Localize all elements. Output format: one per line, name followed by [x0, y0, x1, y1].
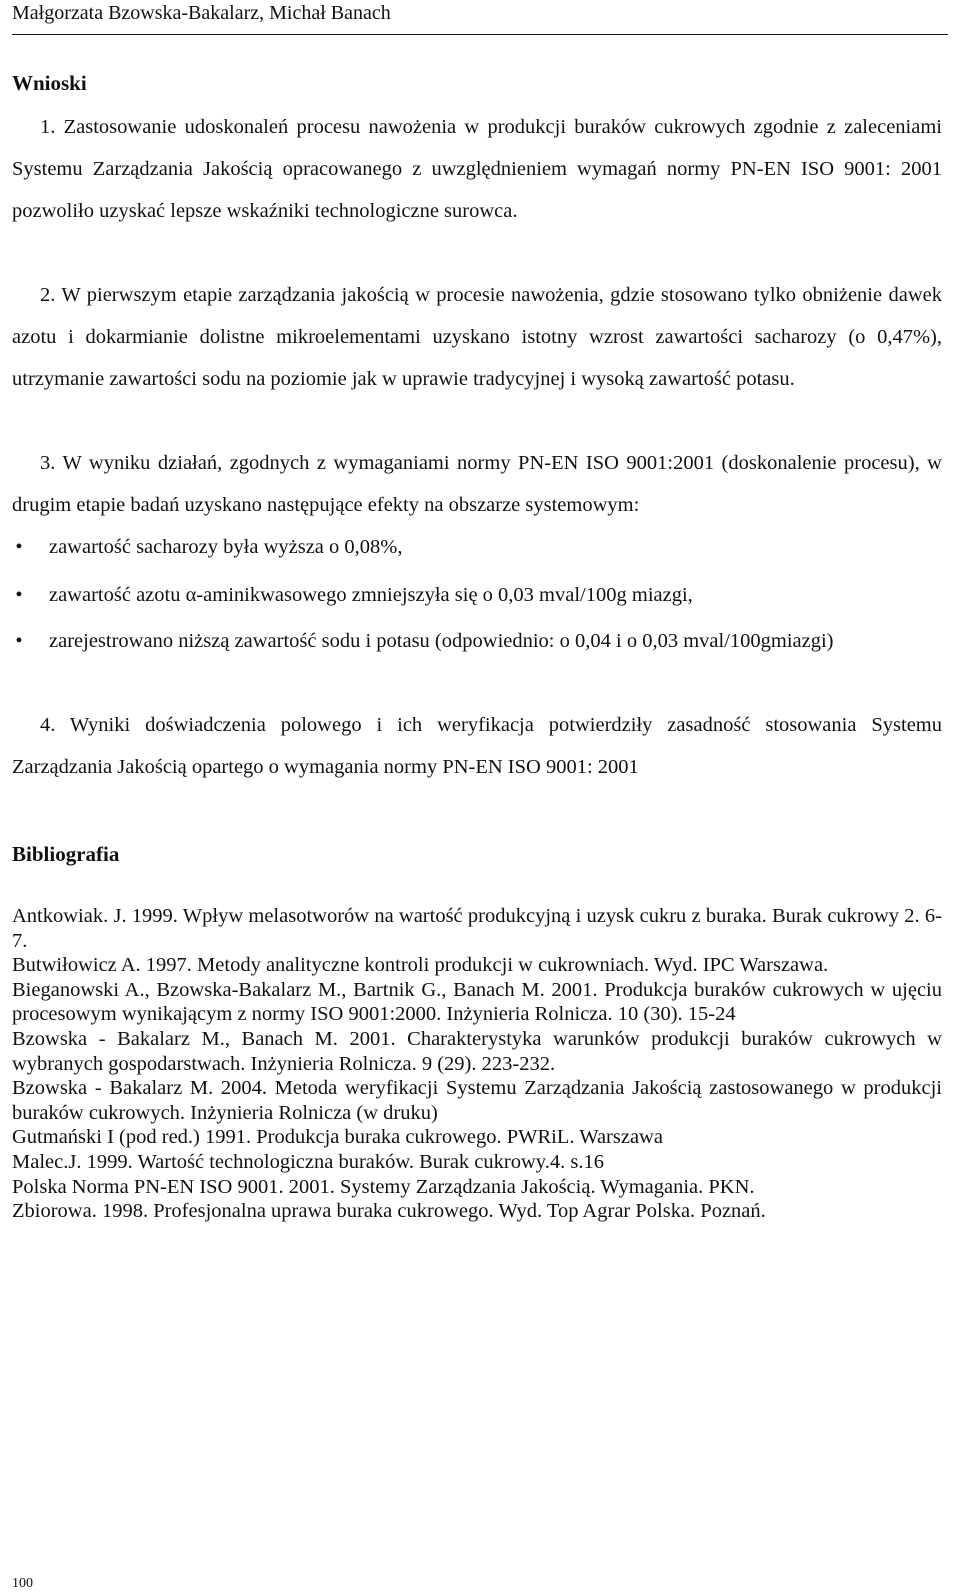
conclusion-4-text: 4. Wyniki doświadczenia polowego i ich weryfikacja potwierdziły zasadność stosowania Systemu Zarządzania Jakością opartego o wymagania normy PN-EN ISO 9001: 2001 — [12, 714, 942, 778]
bib-entry: Bzowska - Bakalarz M., Banach M. 2001. Charakterystyka warunków produkcji buraków cukrowych w wybranych gospodarstwach. Inżynieria Rolnicza. 9 (29). 223-232. — [12, 1027, 942, 1075]
bullet-text-1: zawartość sacharozy była wyższa o 0,08%, — [49, 536, 403, 558]
bullet-icon: • — [15, 584, 23, 606]
header-rule — [12, 34, 948, 35]
bib-entry: Bzowska - Bakalarz M. 2004. Metoda weryfikacji Systemu Zarządzania Jakością zastosowanego w produkcji buraków cukrowych. Inżynieria Rolnicza (w druku) — [12, 1077, 942, 1124]
bib-entry: Malec.J. 1999. Wartość technologiczna buraków. Burak cukrowy.4. s.16 — [12, 1150, 604, 1173]
running-header: Małgorzata Bzowska-Bakalarz, Michał Banach — [12, 2, 391, 24]
conclusion-2 — [12, 274, 942, 400]
bibliography-list — [12, 904, 942, 1224]
bullet-text-2: zawartość azotu α-aminikwasowego zmniejszyła się o 0,03 mval/100g miazgi, — [49, 584, 693, 606]
conclusion-2-text: 2. W pierwszym etapie zarządzania jakością w procesie nawożenia, gdzie stosowano tylko obniżenie dawek azotu i dokarmianie dolistne mikroelementami uzyskano istotny wzrost zawartości sacharozy (o 0,47%), utrzymanie zawartości sodu na poziomie jak w uprawie tradycyjnej i wysoką zawartość potasu. — [12, 284, 942, 390]
bib-entry: Antkowiak. J. 1999. Wpływ melasotworów na wartość produkcyjną i uzysk cukru z buraka. Burak cukrowy 2. 6-7. — [12, 905, 942, 952]
conclusion-1 — [12, 106, 942, 232]
bib-entry: Butwiłowicz A. 1997. Metody analityczne kontroli produkcji w cukrowniach. Wyd. IPC Warszawa. — [12, 954, 829, 977]
conclusions-title: Wnioski — [12, 71, 87, 95]
conclusion-3 — [12, 442, 942, 526]
bullet-icon: • — [15, 536, 23, 558]
bullet-text-3: zarejestrowano niższą zawartość sodu i potasu (odpowiednio: o 0,04 i o 0,03 mval/100gmiazgi) — [49, 630, 834, 652]
bib-entry: Gutmański I (pod red.) 1991. Produkcja buraka cukrowego. PWRiL. Warszawa — [12, 1126, 663, 1149]
bibliography-title: Bibliografia — [12, 842, 120, 866]
conclusion-1-text: 1. Zastosowanie udoskonaleń procesu nawożenia w produkcji buraków cukrowych zgodnie z zaleceniami Systemu Zarządzania Jakością opracowanego z uwzględnieniem wymagań normy PN-EN ISO 9001: 2001 pozwoliło uzyskać lepsze wskaźniki technologiczne surowca. — [12, 116, 942, 222]
bib-entry: Zbiorowa. 1998. Profesjonalna uprawa buraka cukrowego. Wyd. Top Agrar Polska. Poznań. — [12, 1200, 766, 1223]
bib-entry: Bieganowski A., Bzowska-Bakalarz M., Bartnik G., Banach M. 2001. Produkcja buraków cukrowych w ujęciu procesowym wynikającym z normy ISO 9001:2000. Inżynieria Rolnicza. 10 (30). 15-24 — [12, 978, 942, 1026]
conclusion-4 — [12, 704, 942, 788]
bib-entry: Polska Norma PN-EN ISO 9001. 2001. Systemy Zarządzania Jakością. Wymagania. PKN. — [12, 1175, 755, 1198]
page-number: 100 — [12, 1576, 33, 1591]
bullet-icon: • — [15, 630, 23, 652]
conclusion-3-text: 3. W wyniku działań, zgodnych z wymaganiami normy PN-EN ISO 9001:2001 (doskonalenie procesu), w drugim etapie badań uzyskano następujące efekty na obszarze systemowym: — [12, 452, 942, 516]
